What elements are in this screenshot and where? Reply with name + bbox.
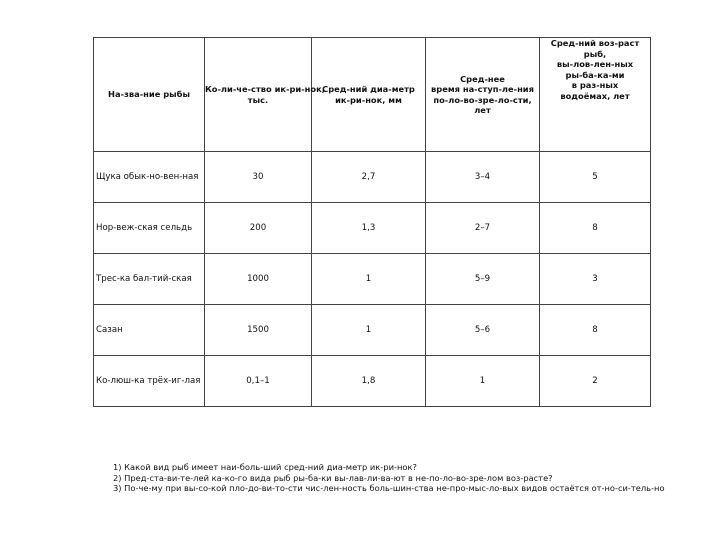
header-line: по-ло-во-зре-ло-сти,	[433, 94, 532, 105]
table-row	[94, 203, 651, 254]
header-line: ик-ри-нок, мм	[335, 94, 402, 105]
header-line: ры-ба-ка-ми	[565, 69, 625, 80]
header-line: Ко-ли-че-ство ик-ри-нок,	[205, 84, 325, 94]
fish-name-cell: Ко-люш-ка трёх-иг-лая	[94, 356, 205, 407]
question-1: 1) Какой вид рыб имеет наи-боль-ший сред-ний диа-метр ик-ри-нок?	[113, 462, 417, 472]
table-row	[94, 254, 651, 305]
header-eggs-count	[205, 38, 325, 152]
table-row	[94, 152, 651, 203]
maturity-age-cell: 3–4	[426, 152, 540, 203]
header-egg-diameter	[312, 38, 426, 152]
header-row	[94, 38, 651, 152]
header-line: рыб,	[583, 48, 607, 59]
maturity-age-cell: 1	[426, 356, 540, 407]
egg-diameter-cell: 1,3	[312, 203, 426, 254]
header-line: время на-ступ-ле-ния	[431, 84, 534, 94]
maturity-age-cell: 5–9	[426, 254, 540, 305]
header-fish-name	[94, 38, 205, 152]
header-line: Сред-ний диа-метр	[322, 84, 415, 94]
header-line: вы-лов-лен-ных	[556, 59, 634, 69]
catch-age-cell: 8	[540, 305, 651, 356]
question-3: 3) По-че-му при вы-со-кой пло-до-ви-то-сти чис-лен-ность боль-шин-ства не-про-мыс-ло-вых видов остаётся от-но-си-тель-но	[113, 483, 665, 494]
header-line: лет	[474, 105, 491, 115]
questions-list	[113, 462, 720, 494]
header-line: Сред-ний воз-раст	[550, 38, 640, 48]
header-line: в раз-ных	[571, 80, 619, 90]
fish-name-cell: Щука обык-но-вен-ная	[94, 152, 205, 203]
eggs-count-cell: 200	[205, 203, 312, 254]
egg-diameter-cell: 1	[312, 254, 426, 305]
egg-diameter-cell: 1	[312, 305, 426, 356]
egg-diameter-cell: 2,7	[312, 152, 426, 203]
eggs-count-cell: 0,1–1	[205, 356, 312, 407]
fish-data-table	[93, 37, 651, 407]
header-line: водоёмах, лет	[560, 90, 630, 101]
table-row	[94, 305, 651, 356]
header-maturity-age	[426, 38, 540, 152]
catch-age-cell: 8	[540, 203, 651, 254]
maturity-age-cell: 5–6	[426, 305, 540, 356]
header-line: тыс.	[247, 94, 269, 105]
catch-age-cell: 2	[540, 356, 651, 407]
egg-diameter-cell: 1,8	[312, 356, 426, 407]
eggs-count-cell: 1500	[205, 305, 312, 356]
fish-name-cell: Трес-ка бал-тий-ская	[94, 254, 205, 305]
eggs-count-cell: 30	[205, 152, 312, 203]
fish-name-cell: Сазан	[94, 305, 205, 356]
fish-name-cell: Нор-веж-ская сельдь	[94, 203, 205, 254]
header-line: На-зва-ние рыбы	[108, 89, 190, 100]
header-line: Сред-нее	[460, 73, 505, 84]
eggs-count-cell: 1000	[205, 254, 312, 305]
catch-age-cell: 3	[540, 254, 651, 305]
question-2: 2) Пред-ста-ви-те-лей ка-ко-го вида рыб ры-ба-ки вы-лав-ли-ва-ют в не-по-ло-во-зре-лом воз-расте?	[113, 472, 553, 483]
maturity-age-cell: 2–7	[426, 203, 540, 254]
table-row	[94, 356, 651, 407]
catch-age-cell: 5	[540, 152, 651, 203]
header-catch-age	[540, 38, 651, 152]
